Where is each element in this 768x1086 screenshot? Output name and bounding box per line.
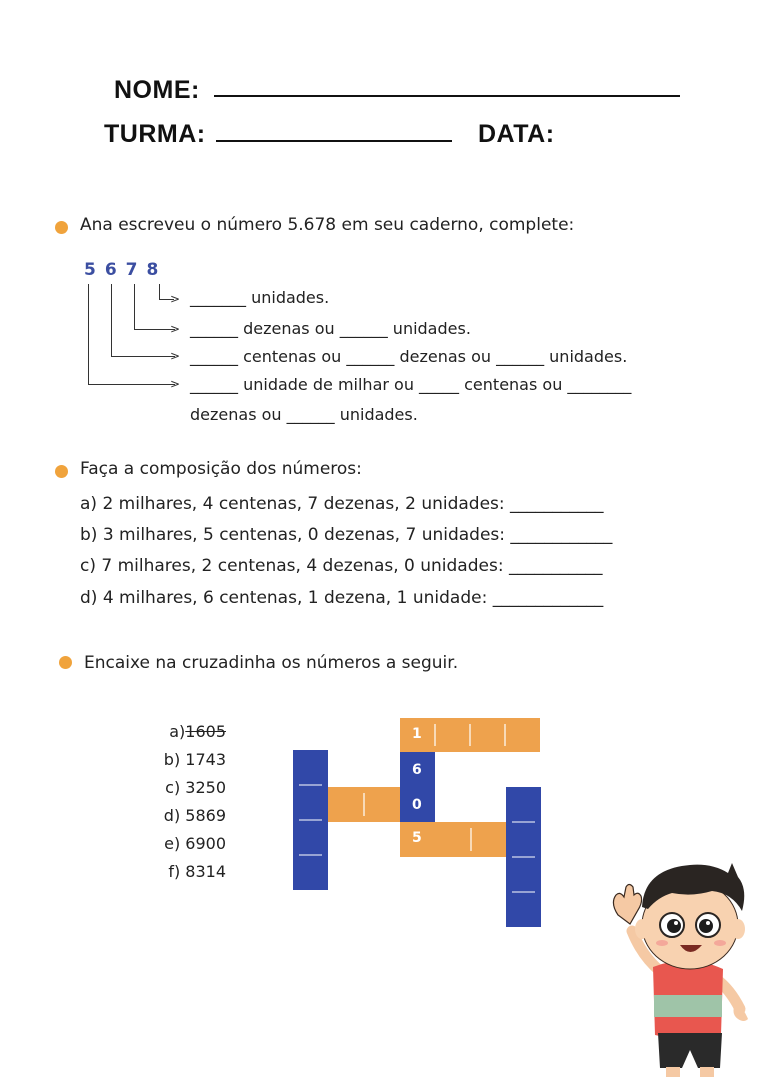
q1-line-2: ______ dezenas ou ______ unidades.: [190, 319, 471, 338]
arrow-icon: >: [170, 377, 181, 391]
crossword-digit: 6: [412, 762, 422, 778]
q1-line-5: dezenas ou ______ unidades.: [190, 405, 418, 424]
q2-prompt: Faça a composição dos números:: [80, 459, 362, 479]
cartoon-boy-illustration: [598, 845, 763, 1083]
q3-option-a-struck: 1605: [185, 722, 226, 741]
arrow-icon: >: [170, 349, 181, 363]
q3-option-c: c) 3250: [165, 778, 226, 797]
q2-item-a: a) 2 milhares, 4 centenas, 7 dezenas, 2 unidades: ___________: [80, 494, 604, 514]
q1-prompt: Ana escreveu o número 5.678 em seu caderno, complete:: [80, 215, 575, 235]
bullet-icon: [55, 465, 68, 478]
q3-option-e: e) 6900: [164, 834, 226, 853]
name-label: NOME:: [114, 76, 200, 104]
q2-item-d: d) 4 milhares, 6 centenas, 1 dezena, 1 unidade: _____________: [80, 588, 604, 608]
crossword-digit: 5: [412, 830, 422, 846]
q1-digits: 5678: [84, 260, 168, 280]
crossword-digit: 1: [412, 726, 422, 742]
q1-line-1: _______ unidades.: [190, 288, 330, 307]
q3-option-a: a)1605: [169, 722, 226, 741]
q3-prompt: Encaixe na cruzadinha os números a seguir.: [84, 653, 459, 673]
crossword-digit: 0: [412, 797, 422, 813]
crossword-col-right-dividers: [506, 787, 541, 927]
q1-line-4: ______ unidade de milhar ou _____ centenas ou ________: [190, 375, 632, 394]
class-field-line[interactable]: [216, 140, 452, 142]
crossword-col-left-dividers: [293, 750, 328, 890]
arrow-icon: >: [170, 292, 181, 306]
bullet-icon: [55, 221, 68, 234]
arrow-icon: >: [170, 322, 181, 336]
q3-options: [150, 718, 226, 886]
q3-option-b: b) 1743: [163, 750, 226, 769]
q2-item-b: b) 3 milhares, 5 centenas, 0 dezenas, 7 unidades: ____________: [80, 525, 613, 545]
crossword-row-middle-dividers: [328, 787, 400, 822]
q3-option-f: f) 8314: [168, 862, 226, 881]
class-label: TURMA:: [104, 120, 206, 148]
bullet-icon: [59, 656, 72, 669]
q1-line-3: ______ centenas ou ______ dezenas ou ______ unidades.: [190, 347, 628, 366]
q2-item-c: c) 7 milhares, 2 centenas, 4 dezenas, 0 unidades: ___________: [80, 556, 603, 576]
date-label: DATA:: [478, 120, 555, 148]
q3-option-d: d) 5869: [163, 806, 226, 825]
bracket-thousands: [88, 284, 175, 385]
name-field-line[interactable]: [214, 95, 680, 97]
